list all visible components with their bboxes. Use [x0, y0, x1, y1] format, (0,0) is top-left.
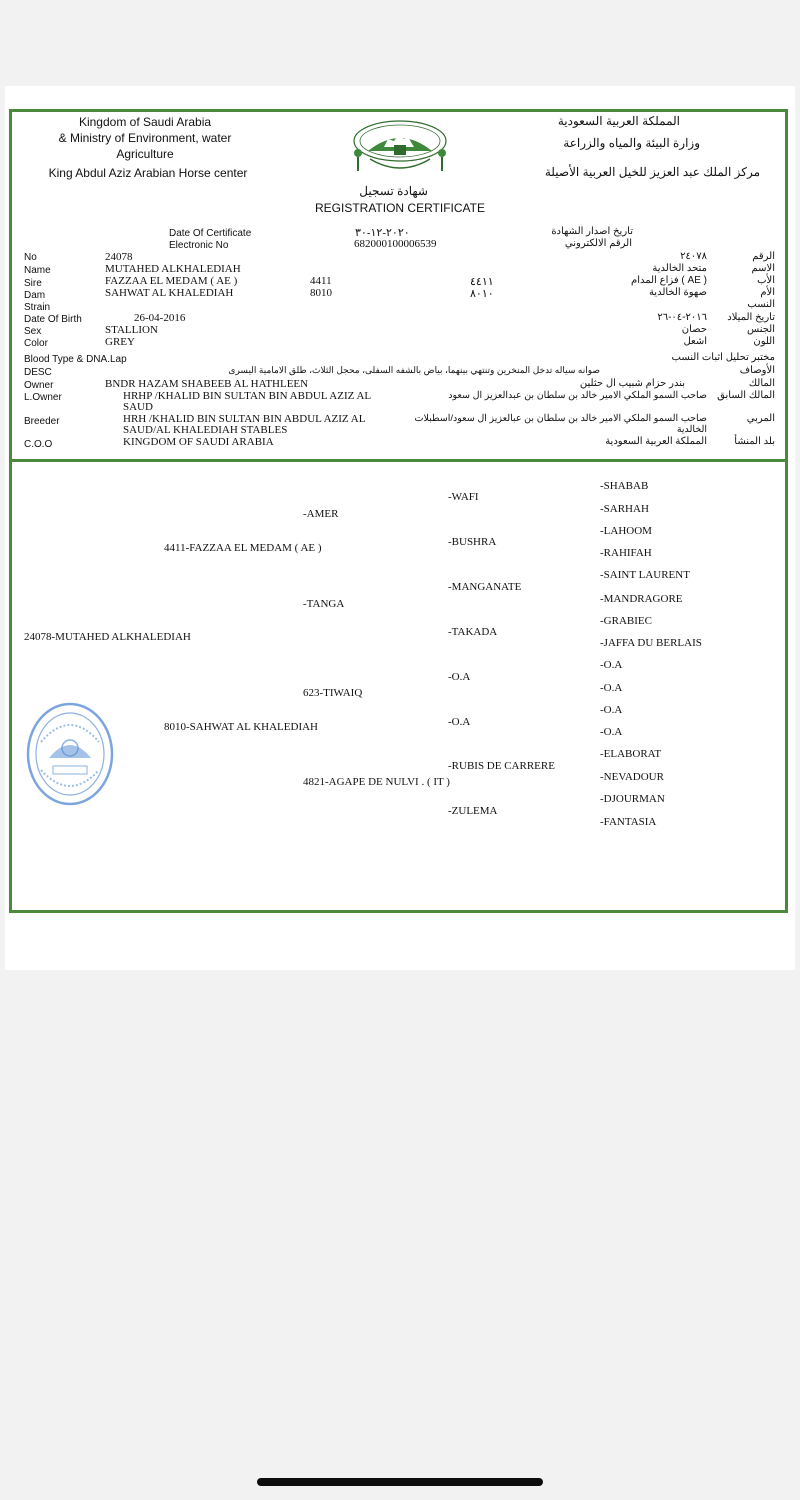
- date-label-ar: تاريخ اصدار الشهادة: [551, 226, 633, 237]
- pedigree-gen2-item: -AMER: [303, 508, 339, 520]
- electronic-value: 682000100006539: [354, 238, 437, 250]
- breeder-value-ar-line2: الخالدية: [676, 424, 707, 435]
- pedigree-gen2-item: 623-TIWAIQ: [303, 687, 363, 699]
- pedigree-gen4-item: -ELABORAT: [600, 748, 662, 760]
- title-ar: شهادة تسجيل: [359, 184, 428, 198]
- pedigree-gen4-item: -SARHAH: [600, 503, 649, 515]
- sex-label-ar: الجنس: [746, 324, 775, 335]
- pedigree-gen3-item: -O.A: [448, 671, 471, 683]
- dam-value: SAHWAT AL KHALEDIAH: [105, 287, 234, 299]
- no-label-ar: الرقم: [752, 251, 775, 262]
- blood-label-ar: مختبر تحليل اثبات النسب: [671, 352, 775, 363]
- dam-label: Dam: [24, 290, 46, 301]
- pedigree-gen4-item: -O.A: [600, 726, 623, 738]
- pedigree-gen3-item: -BUSHRA: [448, 536, 497, 548]
- lowner-value-line1: HRHP /KHALID BIN SULTAN BIN ABDUL AZIZ AL: [123, 390, 372, 402]
- breeder-label-ar: المربي: [746, 413, 775, 424]
- dam-value-ar: صهوة الخالدية: [648, 287, 707, 298]
- header-ar-center: مركز الملك عبد العزيز للخيل العربية الأصيلة: [544, 165, 760, 179]
- blood-label: Blood Type & DNA.Lap: [24, 354, 127, 365]
- dob-label: Date Of Birth: [24, 314, 82, 325]
- pedigree-horse: 24078-MUTAHED ALKHALEDIAH: [24, 631, 191, 643]
- dob-value: 26-04-2016: [134, 312, 186, 324]
- header-en-line2: & Ministry of Environment, water: [58, 131, 232, 145]
- name-label-ar: الاسم: [751, 263, 775, 274]
- owner-label: Owner: [24, 380, 54, 391]
- pedigree-gen3-item: -MANGANATE: [448, 581, 522, 593]
- pedigree-gen4-item: -FANTASIA: [600, 816, 657, 828]
- color-label: Color: [24, 338, 48, 349]
- lowner-value-ar: صاحب السمو الملكي الامير خالد بن سلطان بن عبدالعزيز ال سعود: [448, 390, 707, 401]
- pedigree-dam: 8010-SAHWAT AL KHALEDIAH: [164, 721, 318, 733]
- sire-number-ar: ٤٤١١: [470, 276, 494, 288]
- pedigree-gen3-item: -WAFI: [448, 491, 479, 503]
- owner-value: BNDR HAZAM SHABEEB AL HATHLEEN: [105, 378, 309, 390]
- no-value-ar: ٢٤٠٧٨: [680, 251, 707, 262]
- breeder-value-ar-line1: صاحب السمو الملكي الامير خالد بن سلطان بن عبالعزيز ال سعود/اسطبلات: [414, 413, 707, 424]
- no-label: No: [24, 252, 37, 263]
- color-value: GREY: [105, 336, 135, 348]
- pedigree-gen4-item: -MANDRAGORE: [600, 593, 683, 605]
- pedigree-gen3-item: -RUBIS DE CARRERE: [448, 760, 555, 772]
- coo-label: C.O.O: [24, 439, 53, 450]
- owner-value-ar: بندر حزام شبيب ال حثلين: [579, 378, 685, 389]
- lowner-label-ar: المالك السابق: [717, 390, 775, 401]
- sire-value: FAZZAA EL MEDAM ( AE ): [105, 275, 238, 287]
- pedigree-gen2-item: -TANGA: [303, 598, 345, 610]
- header-en-line1: Kingdom of Saudi Arabia: [78, 115, 212, 129]
- center-logo: [348, 115, 452, 183]
- sire-label: Sire: [24, 278, 42, 289]
- header-en-line3: Agriculture: [116, 147, 174, 161]
- name-value-ar: متحد الخالدية: [652, 263, 707, 274]
- pedigree-gen4-item: -GRABIEC: [600, 615, 652, 627]
- pedigree-gen2-item: 4821-AGAPE DE NULVI . ( IT ): [303, 776, 450, 788]
- certificate-title: REGISTRATION CERTIFICATE: [314, 201, 485, 215]
- sex-label: Sex: [24, 326, 42, 337]
- desc-label: DESC: [24, 367, 52, 378]
- registry-stamp: [25, 702, 115, 806]
- dob-value-ar: ٢٠١٦-٠٤-٢٦: [657, 312, 707, 323]
- dam-number: 8010: [310, 287, 332, 299]
- lowner-label: L.Owner: [24, 392, 62, 403]
- pedigree-sire: 4411-FAZZAA EL MEDAM ( AE ): [164, 542, 322, 554]
- strain-label-ar: النسب: [747, 299, 775, 310]
- pedigree-gen4-item: -SHABAB: [600, 480, 649, 492]
- electronic-label-ar: الرقم الالكتروني: [564, 238, 632, 249]
- pedigree-gen4-item: -RAHIFAH: [600, 547, 652, 559]
- dam-label-ar: الأم: [760, 287, 775, 298]
- dob-label-ar: تاريخ الميلاد: [727, 312, 775, 323]
- breeder-value-line1: HRH /KHALID BIN SULTAN BIN ABDUL AZIZ AL: [123, 413, 366, 425]
- sex-value-ar: حصان: [681, 324, 707, 335]
- pedigree-gen4-item: -O.A: [600, 704, 623, 716]
- header-ar-line2: وزارة البيئة والمياه والزراعة: [563, 136, 700, 150]
- date-label: Date Of Certificate: [169, 228, 252, 239]
- sire-number: 4411: [310, 275, 332, 287]
- date-value: ٢٠٢٠-١٢-٣٠: [355, 227, 410, 239]
- desc-label-ar: الأوصاف: [739, 365, 775, 376]
- name-value: MUTAHED ALKHALEDIAH: [105, 263, 241, 275]
- sex-value: STALLION: [105, 324, 158, 336]
- header-en-center: King Abdul Aziz Arabian Horse center: [48, 166, 248, 180]
- name-label: Name: [24, 265, 51, 276]
- pedigree-gen4-item: -LAHOOM: [600, 525, 652, 537]
- pedigree-gen4-item: -SAINT LAURENT: [600, 569, 690, 581]
- no-value: 24078: [105, 251, 133, 263]
- coo-value-ar: المملكة العربية السعودية: [605, 436, 707, 447]
- sire-label-ar: الأب: [757, 275, 775, 286]
- sire-value-ar: ( AE ) فزاع المدام: [631, 275, 707, 286]
- header-ar-line1: المملكة العربية السعودية: [557, 114, 680, 128]
- color-value-ar: اشعل: [683, 336, 707, 347]
- coo-value: KINGDOM OF SAUDI ARABIA: [123, 436, 274, 448]
- coo-label-ar: بلد المنشأ: [734, 436, 775, 447]
- pedigree-gen4-item: -JAFFA DU BERLAIS: [600, 637, 702, 649]
- electronic-label: Electronic No: [169, 240, 229, 251]
- pedigree-gen3-item: -O.A: [448, 716, 471, 728]
- color-label-ar: اللون: [753, 336, 775, 347]
- pedigree-gen3-item: -TAKADA: [448, 626, 498, 638]
- pedigree-gen4-item: -NEVADOUR: [600, 771, 664, 783]
- dam-number-ar: ٨٠١٠: [470, 288, 494, 300]
- owner-label-ar: المالك: [748, 378, 775, 389]
- pedigree-gen4-item: -O.A: [600, 659, 623, 671]
- pedigree-gen4-item: -DJOURMAN: [600, 793, 665, 805]
- pedigree-frame: [9, 462, 788, 913]
- lowner-value-line2: SAUD: [123, 401, 153, 413]
- breeder-label: Breeder: [24, 416, 60, 427]
- desc-value-ar: صوانه سياله تدخل المنخرين وتنتهي بينهما، بياض بالشفه السفلى، محجل الثلاث، طلق الامامية اليسرى: [228, 365, 600, 375]
- pedigree-gen4-item: -O.A: [600, 682, 623, 694]
- breeder-value-line2: SAUD/AL KHALEDIAH STABLES: [123, 424, 288, 436]
- home-indicator[interactable]: [257, 1478, 543, 1486]
- strain-label: Strain: [24, 302, 51, 313]
- pedigree-gen3-item: -ZULEMA: [448, 805, 498, 817]
